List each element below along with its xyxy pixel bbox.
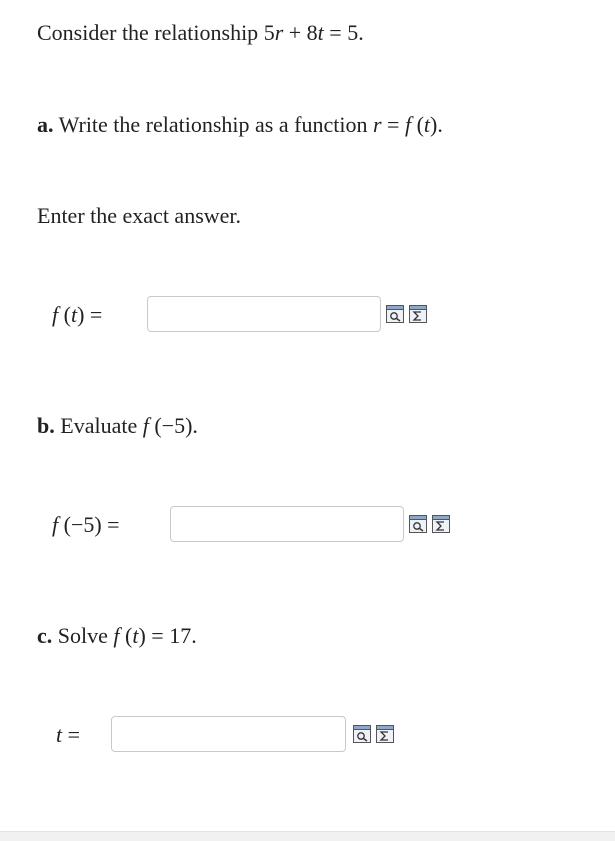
part-c-answer-label	[56, 722, 80, 748]
part-b-question	[37, 413, 198, 439]
part-b-label: b.	[37, 413, 55, 438]
answer-arg: (−5) =	[58, 512, 120, 537]
part-b-text: Evaluate	[54, 413, 143, 438]
equation-preview-icon[interactable]	[386, 305, 404, 323]
intro-period: .	[358, 20, 364, 45]
equation-editor-icon[interactable]	[409, 305, 427, 323]
rhs-value: 5	[347, 20, 359, 45]
plus-sign: +	[283, 20, 307, 45]
answer-var: t	[70, 302, 78, 327]
part-a-answer-label	[52, 302, 102, 328]
part-a-var-r: r	[372, 112, 382, 137]
part-c-label: c.	[37, 623, 53, 648]
part-c-var-t: t	[132, 623, 139, 648]
answer-eq: =	[62, 722, 81, 747]
equation-editor-icon[interactable]	[432, 515, 450, 533]
part-c-rest: ) = 17.	[138, 623, 197, 648]
part-b-answer-row	[0, 506, 615, 544]
answer-func: f	[52, 302, 59, 327]
part-a-answer-row	[0, 296, 615, 334]
problem-statement	[37, 20, 364, 46]
part-c-open: (	[119, 623, 133, 648]
part-a-text: Write the relationship as a function	[53, 112, 373, 137]
part-a-question	[37, 112, 443, 138]
answer-var: t	[56, 722, 63, 747]
var-t: t	[317, 20, 324, 45]
equation-preview-icon[interactable]	[409, 515, 427, 533]
part-a-equals: =	[381, 112, 405, 137]
intro-text: Consider the relationship	[37, 20, 259, 45]
part-c-answer-row	[0, 716, 615, 754]
part-c-question	[37, 623, 197, 649]
part-c-text: Solve	[52, 623, 114, 648]
equation-editor-icon[interactable]	[376, 725, 394, 743]
answer-func: f	[52, 512, 59, 537]
equation-preview-icon[interactable]	[353, 725, 371, 743]
part-b-arg: (−5).	[148, 413, 198, 438]
part-a-open: (	[411, 112, 424, 137]
answer-open: (	[58, 302, 71, 327]
part-b-func: f	[142, 413, 149, 438]
coef-r: 5	[263, 20, 275, 45]
part-b-answer-input[interactable]	[170, 506, 404, 542]
part-a-label: a.	[37, 112, 54, 137]
part-a-instruction: Enter the exact answer.	[37, 203, 242, 228]
coef-t: 8	[306, 20, 318, 45]
equals-sign: =	[323, 20, 348, 45]
part-a-answer-input[interactable]	[147, 296, 381, 332]
answer-close: ) =	[77, 302, 103, 327]
part-a-var-t: t	[423, 112, 431, 137]
part-a-close: ).	[430, 112, 443, 137]
part-b-answer-label	[52, 512, 120, 538]
part-a-func: f	[404, 112, 412, 137]
part-c-answer-input[interactable]	[111, 716, 346, 752]
bottom-divider	[0, 831, 615, 841]
part-c-func: f	[113, 623, 120, 648]
var-r: r	[274, 20, 284, 45]
